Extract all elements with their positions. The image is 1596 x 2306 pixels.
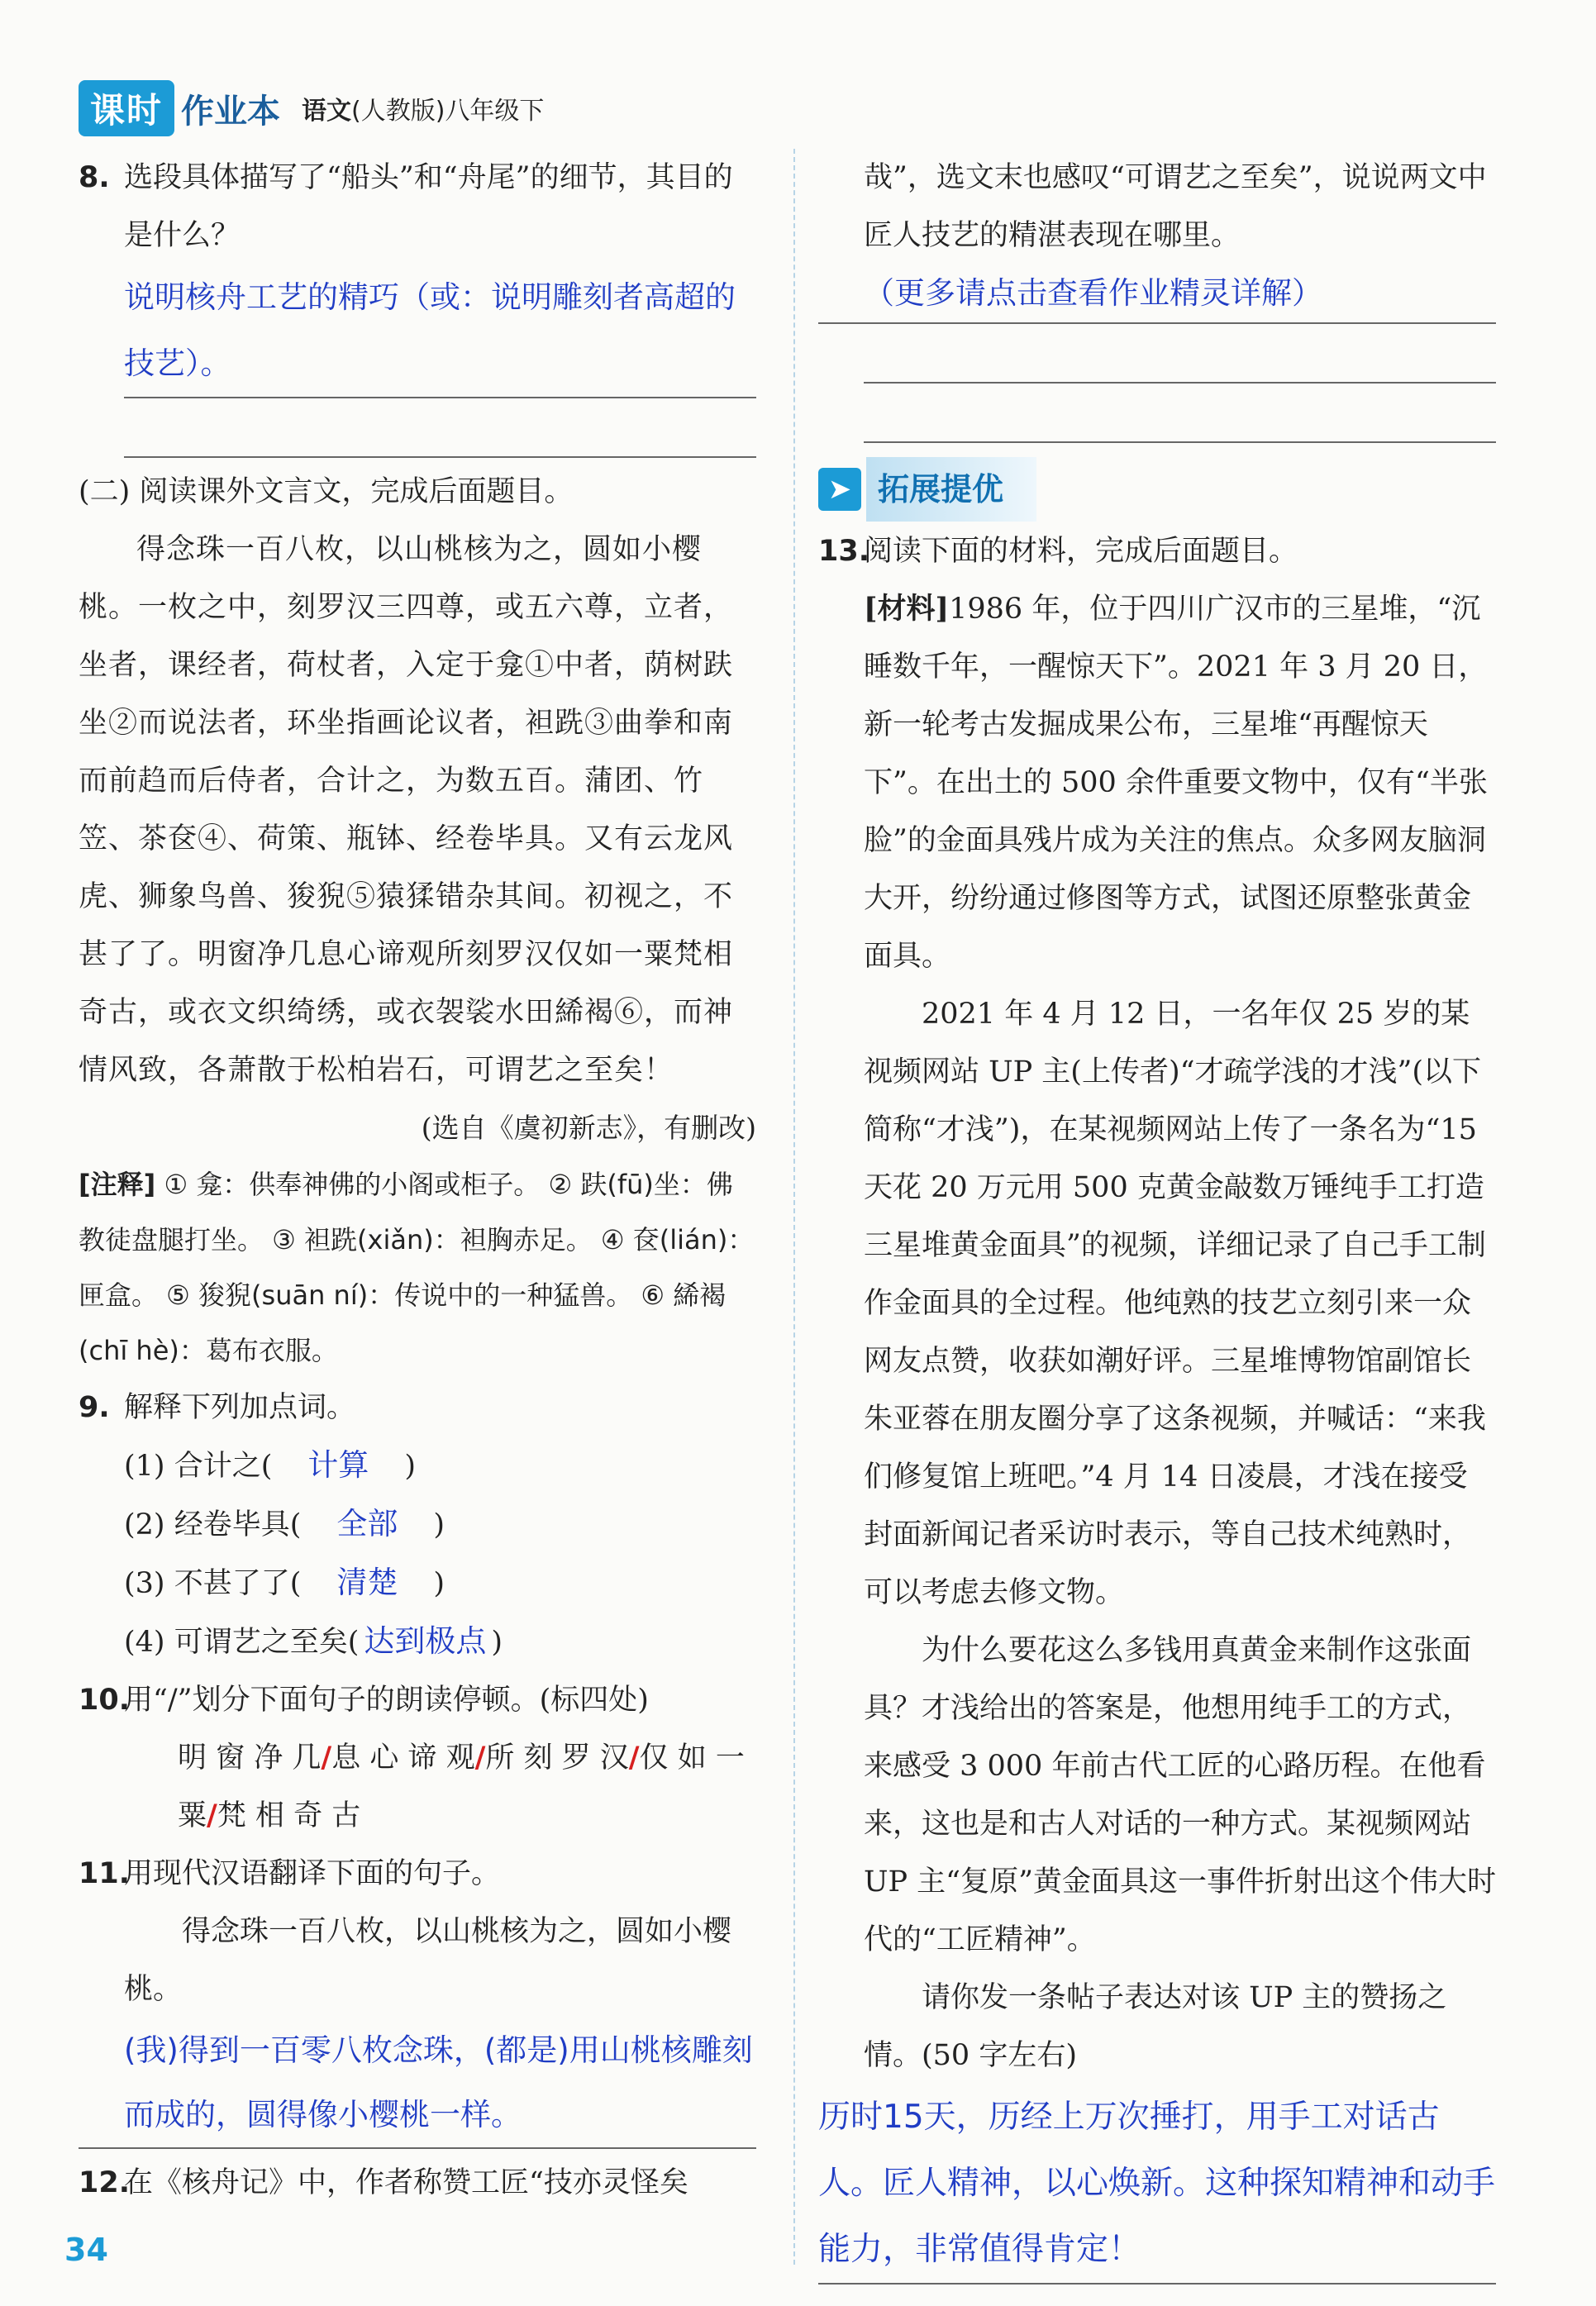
question-12: 12. 在《核舟记》中，作者称赞工匠“技亦灵怪矣 [79,2166,688,2199]
translate-sentence: 得念珠一百八枚，以山桃核为之，圆如小樱桃。 [124,1915,732,2006]
question-10: 10. 用“/”划分下面句子的朗读停顿。(标四处) [79,1684,649,1717]
pause-mark: / [321,1741,332,1775]
section-banner: ➤ 拓展提优 [818,465,1496,514]
classical-passage: 得念珠一百八枚，以山桃核为之，圆如小樱桃。一枚之中，刻罗汉三四尊，或五六尊，立者，坐者，课经者，荷杖者，入定于龛①中者，荫树趺坐②而说法者，环坐指画论议者，袒跣③曲拳和南而前趋而后侍者，合计之，为数五百。蒲团、竹笠、茶奁④、荷策、瓶钵、经卷毕具。又有云龙风虎、狮象鸟兽、狻猊⑤猿猱错杂其间。初视之，不甚了了。明窗净几息心谛观所刻罗汉仅如一粟梵相奇古，或衣文织绮绣，或衣袈裟水田絺褐⑥，而神情风致，各萧散于松柏岩石，可谓艺之至矣！ [79,533,734,1087]
page-header [79,83,544,134]
right-column [818,149,1496,2285]
material-paragraph: 为什么要花这么多钱用真黄金来制作这张面具？才浅给出的答案是，他想用纯手工的方式，来感受 3 000 年前古代工匠的心路历程。在他看来，这也是和古人对话的一种方式。某视频网站 UP 主“复原”黄金面具这一事件折射出这个伟大时代的“工匠精神”。 [864,1634,1496,1956]
pause-mark: / [628,1741,640,1775]
logo: 课时 [79,80,174,136]
subject-info: 语文(人教版)八年级下 [302,97,545,126]
answer-line [864,384,1496,443]
question-9: 9. 解释下列加点词。 [79,1391,356,1424]
page-number: 34 [64,2232,108,2268]
pause-sentence: 明 窗 净 几/息 心 谛 观/所 刻 罗 汉/仅 如 一 粟/梵 相 奇 古 [178,1741,745,1832]
answer-text: 全部 [336,1506,398,1541]
answer-text: (我)得到一百零八枚念珠，(都是)用山桃核雕刻而成的，圆得像小樱桃一样。 [79,2018,756,2149]
q9-item: (4) 可谓艺之至矣( 达到极点 ) [79,1613,756,1671]
section-title: (二) 阅读课外文言文，完成后面题目。 [79,475,574,508]
pause-mark: / [474,1741,486,1775]
answer-text: （更多请点击查看作业精灵详解） [818,264,1496,324]
q9-item: (1) 合计之( 计算 ) [79,1436,756,1495]
answer-line [124,398,756,458]
rocket-icon: ➤ [818,468,861,511]
question-8: 8. 选段具体描写了“船头”和“舟尾”的细节，其目的是什么？ 说明核舟工艺的精巧（或：说明雕刻者高超的技艺）。 [79,149,756,458]
q9-item: (3) 不甚了了( 清楚 ) [79,1554,756,1613]
material-paragraph: [材料]1986 年，位于四川广汉市的三星堆，“沉睡数千年，一醒惊天下”。2021 年 3 月 20 日，新一轮考古发掘成果公布，三星堆“再醒惊天下”。在出土的 500 余件重要文物中，仅有“半张脸”的金面具残片成为关注的焦点。众多网友脑洞大开，纷纷通过修图等方式，试图还原整张黄金面具。 [864,592,1488,973]
left-column [79,149,756,2212]
notes: [注释] ① 龛：供奉神佛的小阁或柜子。 ② 趺(fū)坐：佛教徒盘腿打坐。 ③ 袒跣(xiǎn)：袒胸赤足。 ④ 奁(lián)：匣盒。 ⑤ 狻猊(suān ní)：传说中的一种猛兽。 ⑥ 絺褐(chī hè)：葛布衣服。 [79,1169,755,1366]
answer-text: 计算 [307,1447,369,1483]
answer-line [864,324,1496,384]
pause-mark: / [207,1799,217,1832]
answer-text: 清楚 [336,1565,398,1600]
question-11: 11. 用现代汉语翻译下面的句子。 [79,1857,501,1890]
question-12-continued: 哉”，选文末也感叹“可谓艺之至矣”，说说两文中匠人技艺的精湛表现在哪里。 [864,161,1487,252]
answer-text: 说明核舟工艺的精巧（或：说明雕刻者高超的技艺）。 [124,264,756,398]
question-13: 13. 阅读下面的材料，完成后面题目。 [818,535,1298,568]
material-paragraph: 2021 年 4 月 12 日，一名年仅 25 岁的某视频网站 UP 主(上传者)“才疏学浅的才浅”(以下简称“才浅”)，在某视频网站上传了一条名为“15 天花 20 万元用 500 克黄金敲数万锤纯手工打造三星堆黄金面具”的视频，详细记录了自己手工制作金面具的全过程。他纯熟的技艺立刻引来一众网友点赞，收获如潮好评。三星堆博物馆副馆长朱亚蓉在朋友圈分享了这条视频，并喊话：“来我们修复馆上班吧。”4 月 14 日凌晨，才浅在接受封面新闻记者采访时表示，等自己技术纯熟时，可以考虑去修文物。 [864,998,1486,1609]
task-prompt: 请你发一条帖子表达对该 UP 主的赞扬之情。(50 字左右) [864,1981,1447,2072]
passage-source: (选自《虞初新志》，有删改) [421,1112,756,1144]
book-title: 作业本 [181,92,281,131]
q9-item: (2) 经卷毕具( 全部 ) [79,1495,756,1554]
answer-text: 达到极点 [364,1623,487,1659]
question-text: 选段具体描写了“船头”和“舟尾”的细节，其目的是什么？ [124,161,733,252]
answer-text: 历时15天，历经上万次捶打，用手工对话古人。匠人精神，以心焕新。这种探知精神和动手能力，非常值得肯定！ [818,2084,1496,2285]
column-divider [793,149,795,2265]
